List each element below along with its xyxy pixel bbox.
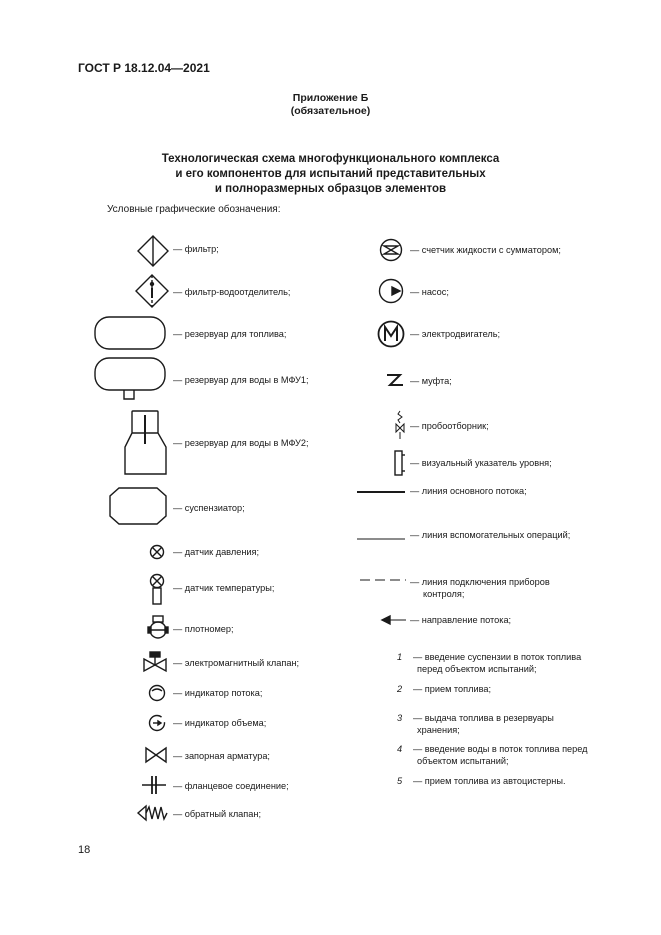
control-line-icon bbox=[360, 578, 406, 582]
sampler-label: — пробоотборник; bbox=[410, 421, 489, 431]
appendix-title: Приложение Б bbox=[292, 92, 369, 104]
temperature-sensor-label: — датчик температуры; bbox=[173, 583, 275, 593]
note-5 bbox=[397, 775, 607, 787]
note-1-text-cont: перед объектом испытаний; bbox=[417, 664, 537, 674]
coupling-icon bbox=[386, 373, 404, 387]
water-tank-mfu1-icon bbox=[94, 357, 166, 401]
filter-label: — фильтр; bbox=[173, 244, 219, 254]
liquid-meter-label: — счетчик жидкости с сумматором; bbox=[410, 245, 561, 255]
flange-joint-icon bbox=[141, 775, 167, 795]
appendix-heading bbox=[0, 92, 661, 118]
main-flow-line-icon bbox=[357, 490, 405, 494]
note-3-text-cont: хранения; bbox=[417, 725, 460, 735]
filter-separator-label: — фильтр-водоотделитель; bbox=[173, 287, 291, 297]
electric-motor-icon bbox=[377, 320, 405, 348]
flow-indicator-label: — индикатор потока; bbox=[173, 688, 263, 698]
note-1-number: 1 bbox=[397, 652, 403, 662]
solenoid-valve-icon bbox=[143, 651, 167, 673]
note-2-text: — прием топлива; bbox=[413, 684, 492, 694]
water-tank-mfu2-icon bbox=[124, 410, 168, 478]
title-line-2: и его компонентов для испытаний представительных bbox=[175, 168, 486, 180]
title-line-1: Технологическая схема многофункционального комплекса bbox=[161, 153, 500, 165]
water-tank-mfu1-label: — резервуар для воды в МФУ1; bbox=[173, 375, 309, 385]
flange-joint-label: — фланцевое соединение; bbox=[173, 781, 289, 791]
note-3-number: 3 bbox=[397, 713, 403, 723]
flow-direction-label: — направление потока; bbox=[410, 615, 512, 625]
pressure-sensor-icon bbox=[149, 544, 165, 560]
note-2 bbox=[397, 683, 607, 695]
filter-icon bbox=[137, 235, 169, 267]
control-line-label-line1: — линия подключения приборов bbox=[410, 577, 550, 587]
note-1-text: — введение суспензии в поток топлива bbox=[413, 652, 582, 662]
check-valve-icon bbox=[137, 804, 169, 822]
control-line-label-line2: контроля; bbox=[423, 589, 465, 599]
note-4-number: 4 bbox=[397, 744, 403, 754]
shutoff-valve-label: — запорная арматура; bbox=[173, 751, 270, 761]
note-3-text: — выдача топлива в резервуары bbox=[413, 713, 554, 723]
sampler-icon bbox=[394, 410, 406, 440]
check-valve-label: — обратный клапан; bbox=[173, 809, 262, 819]
volume-indicator-label: — индикатор объема; bbox=[173, 718, 267, 728]
note-5-number: 5 bbox=[397, 776, 403, 786]
control-line-label bbox=[410, 576, 550, 600]
suspender-icon bbox=[109, 487, 167, 525]
aux-line-icon bbox=[357, 537, 405, 541]
note-3 bbox=[397, 712, 607, 736]
pump-icon bbox=[378, 278, 404, 304]
note-1 bbox=[397, 651, 607, 675]
solenoid-valve-label: — электромагнитный клапан; bbox=[173, 658, 300, 668]
shutoff-valve-icon bbox=[145, 747, 167, 763]
liquid-meter-icon bbox=[379, 238, 403, 262]
note-4-text: — введение воды в поток топлива перед bbox=[413, 744, 588, 754]
flow-indicator-icon bbox=[148, 684, 166, 702]
title-line-3: и полноразмерных образцов элементов bbox=[214, 183, 447, 195]
pump-label: — насос; bbox=[410, 287, 449, 297]
flow-direction-icon bbox=[382, 615, 406, 625]
densimeter-icon bbox=[147, 615, 169, 641]
level-gauge-icon bbox=[392, 450, 406, 476]
note-4-text-cont: объектом испытаний; bbox=[417, 756, 509, 766]
densimeter-label: — плотномер; bbox=[173, 624, 234, 634]
fuel-tank-icon bbox=[94, 316, 166, 350]
filter-separator-icon bbox=[135, 274, 169, 308]
main-flow-line-label: — линия основного потока; bbox=[410, 486, 527, 496]
note-5-text: — прием топлива из автоцистерны. bbox=[413, 776, 566, 786]
suspender-label: — суспензиатор; bbox=[173, 503, 245, 513]
appendix-status: (обязательное) bbox=[290, 105, 371, 117]
page-number: 18 bbox=[78, 844, 91, 856]
coupling-label: — муфта; bbox=[410, 376, 452, 386]
pressure-sensor-label: — датчик давления; bbox=[173, 547, 260, 557]
aux-line-label: — линия вспомогательных операций; bbox=[410, 530, 571, 540]
volume-indicator-icon bbox=[148, 714, 166, 732]
level-gauge-label: — визуальный указатель уровня; bbox=[410, 458, 552, 468]
fuel-tank-label: — резервуар для топлива; bbox=[173, 329, 287, 339]
page-title bbox=[0, 152, 661, 197]
legend-intro: Условные графические обозначения: bbox=[107, 204, 281, 215]
note-2-number: 2 bbox=[397, 684, 403, 694]
water-tank-mfu2-label: — резервуар для воды в МФУ2; bbox=[173, 438, 309, 448]
temperature-sensor-icon bbox=[149, 573, 165, 605]
document-code: ГОСТ Р 18.12.04—2021 bbox=[78, 61, 210, 75]
note-4 bbox=[397, 743, 607, 767]
electric-motor-label: — электродвигатель; bbox=[410, 329, 501, 339]
